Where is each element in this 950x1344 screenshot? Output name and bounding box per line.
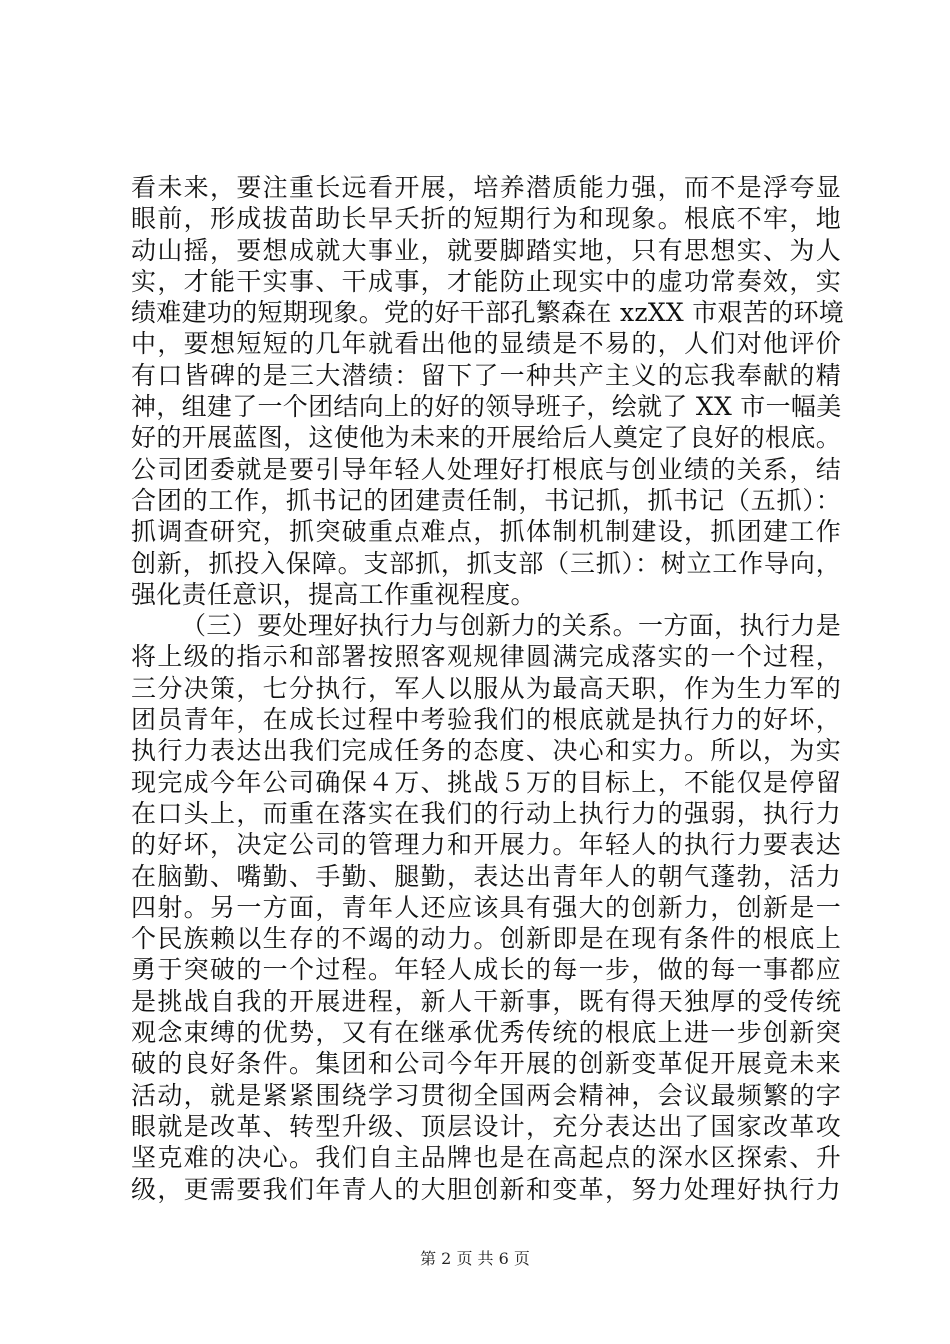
text-line: 团员青年，在成长过程中考验我们的根底就是执行力的好坏， [131, 705, 841, 735]
text-line: 绩难建功的短期现象。党的好干部孔繁森在 xzXX 市艰苦的环境 [131, 298, 845, 328]
text-line: 创新，抓投入保障。支部抓，抓支部（三抓）：树立工作导向， [131, 548, 841, 578]
page-footer: 第 2 页 共 6 页 [420, 1249, 530, 1268]
body-text [131, 172, 845, 1205]
text-line: 活动，就是紧紧围绕学习贯彻全国两会精神，会议最频繁的字 [131, 1080, 841, 1110]
text-line: 的好坏，决定公司的管理力和开展力。年轻人的执行力要表达 [131, 830, 841, 860]
text-line: 观念束缚的优势，又有在继承优秀传统的根底上进一步创新突 [131, 1018, 841, 1048]
text-line: 神，组建了一个团结向上的好的领导班子，绘就了 XX 市一幅美 [131, 392, 842, 422]
text-line: 强化责任意识，提高工作重视程度。 [131, 579, 536, 609]
text-line: 将上级的指示和部署按照客观规律圆满完成落实的一个过程， [131, 642, 841, 672]
text-line: 眼前，形成拔苗助长早夭折的短期行为和现象。根底不牢，地 [131, 204, 841, 234]
text-line: 三分决策，七分执行，军人以服从为最高天职，作为生力军的 [131, 673, 841, 703]
text-line: 中，要想短短的几年就看出他的显绩是不易的，人们对他评价 [131, 329, 841, 359]
text-line: 看未来，要注重长远看开展，培养潜质能力强，而不是浮夸显 [131, 173, 841, 202]
text-line: 在脑勤、嘴勤、手勤、腿勤，表达出青年人的朝气蓬勃，活力 [131, 861, 841, 891]
text-line: 四射。另一方面，青年人还应该具有强大的创新力，创新是一 [131, 892, 841, 922]
text-line: 好的开展蓝图，这使他为未来的开展给后人奠定了良好的根底。 [131, 423, 841, 453]
text-line: 抓调查研究，抓突破重点难点，抓体制机制建设，抓团建工作 [131, 517, 841, 547]
text-line: 级，更需要我们年青人的大胆创新和变革，努力处理好执行力 [131, 1174, 841, 1204]
text-line: 勇于突破的一个过程。年轻人成长的每一步，做的每一事都应 [131, 955, 841, 985]
text-line: 眼就是改革、转型升级、顶层设计，充分表达出了国家改革攻 [131, 1111, 841, 1141]
text-line: 在口头上，而重在落实在我们的行动上执行力的强弱，执行力 [131, 798, 841, 828]
text-line: 现完成今年公司确保４万、挑战５万的目标上，不能仅是停留 [131, 767, 841, 797]
text-line: 公司团委就是要引导年轻人处理好打根底与创业绩的关系，结 [131, 454, 841, 484]
text-line: （三）要处理好执行力与创新力的关系。一方面，执行力是 [181, 611, 841, 641]
text-line: 个民族赖以生存的不竭的动力。创新即是在现有条件的根底上 [131, 924, 841, 954]
text-line: 是挑战自我的开展进程，新人干新事，既有得天独厚的受传统 [131, 986, 841, 1016]
text-line: 动山摇，要想成就大事业，就要脚踏实地，只有思想实、为人 [131, 235, 841, 265]
text-line: 破的良好条件。集团和公司今年开展的创新变革促开展竟未来 [131, 1049, 841, 1079]
text-line: 执行力表达出我们完成任务的态度、决心和实力。所以，为实 [131, 736, 841, 766]
text-line: 有口皆碑的是三大潜绩：留下了一种共产主义的忘我奉献的精 [131, 360, 841, 390]
text-line: 实，才能干实事、干成事，才能防止现实中的虚功常奏效，实 [131, 266, 841, 296]
text-line: 合团的工作，抓书记的团建责任制，书记抓，抓书记（五抓）： [131, 485, 841, 515]
text-line: 坚克难的决心。我们自主品牌也是在高起点的深水区探索、升 [131, 1143, 841, 1173]
